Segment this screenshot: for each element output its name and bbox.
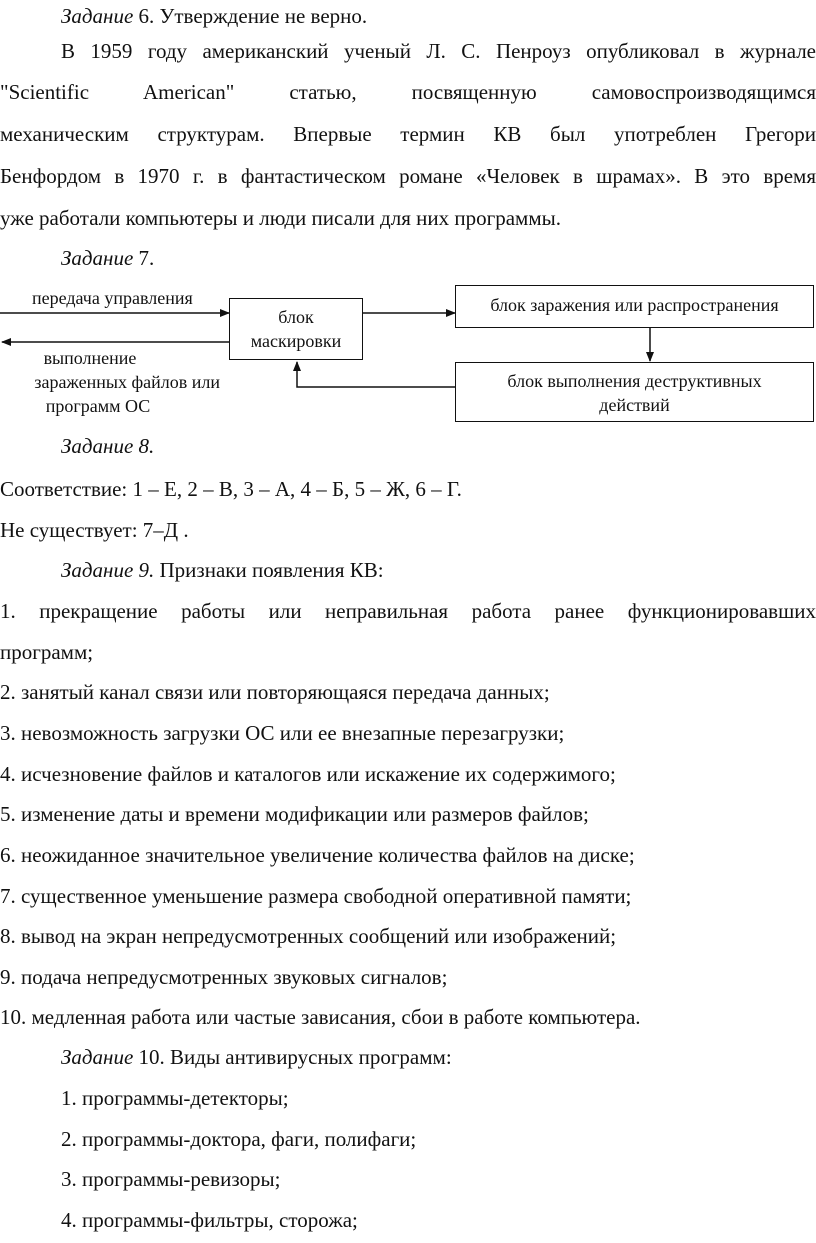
task9-list-item: 6. неожиданное значительное увеличение количества файлов на диске; [0,843,635,867]
task7-label: Задание [61,246,134,270]
task9-list-item: 1. прекращение работы или неправильная работа ранее функционировавших [0,599,816,623]
task9-heading [61,556,816,584]
task9-list-item: 5. изменение даты и времени модификации или размеров файлов; [0,802,589,826]
task10-label: Задание [61,1045,134,1069]
task7-number: 7. [138,246,155,270]
destruct-block-label: действий [599,395,670,415]
task8-match: Соответствие: 1 – Е, 2 – В, 3 – А, 4 – Б, 5 – Ж, 6 – Г. [0,477,462,501]
task9-list-item: 8. вывод на экран непредусмотренных сообщений или изображений; [0,924,617,948]
task6-paragraph-line: В 1959 году американский ученый Л. С. Пенроуз опубликовал в журнале [61,39,816,63]
task6-paragraph-line: механическим структурам. Впервые термин КВ был употреблен Грегори [0,122,816,146]
task10-list-item: 1. программы-детекторы; [61,1086,289,1110]
task9-list-item: 9. подача непредусмотренных звуковых сигналов; [0,965,448,989]
task9-list-item: 3. невозможность загрузки ОС или ее внезапные перезагрузки; [0,721,565,745]
mask-block [229,298,363,360]
task6-paragraph-line: "Scientific American" статью, посвященную самовоспроизводящимся [0,80,816,104]
task6-answer: Утверждение не верно. [159,4,368,28]
infect-block-label: блок заражения или распространения [490,295,779,315]
mask-block-label: блок [278,307,314,327]
task9-list-item: 7. существенное уменьшение размера свободной оперативной памяти; [0,884,632,908]
task6-number: 6. [138,4,155,28]
destruct-block-label: блок выполнения деструктивных [507,371,762,391]
task8-heading: Задание 8. [61,434,155,458]
task10-title: Виды антивирусных программ: [170,1045,452,1069]
task10-heading [61,1043,816,1071]
task10-number: 10. [138,1045,165,1069]
task9-list-item: программ; [0,640,94,664]
destruct-block [455,362,814,422]
task10-list-item: 3. программы-ревизоры; [61,1167,281,1191]
task6-paragraph-line: уже работали компьютеры и люди писали для них программы. [0,206,561,230]
input-label: передача управления [32,288,193,308]
mask-block-label: маскировки [250,331,342,351]
output-label-line: программ ОС [45,396,151,416]
task8-absent: Не существует: 7–Д . [0,518,189,542]
output-label-line: зараженных файлов или [34,372,220,392]
task9-list-item: 4. исчезновение файлов и каталогов или искажение их содержимого; [0,762,616,786]
task9-label: Задание 9. [61,558,155,582]
task9-title: Признаки появления КВ: [159,558,384,582]
task9-list-item: 10. медленная работа или частые зависания, сбои в работе компьютера. [0,1005,641,1029]
task10-list-item: 4. программы-фильтры, сторожа; [61,1208,358,1232]
arrow-destruct-to-mask [297,362,455,387]
task10-list-item: 2. программы-доктора, фаги, полифаги; [61,1127,417,1151]
infect-block [455,285,814,328]
output-label-line: выполнение [43,348,137,368]
task6-label: Задание [61,4,134,28]
task6-paragraph-line: Бенфордом в 1970 г. в фантастическом романе «Человек в шрамах». В это время [0,164,816,188]
task9-list-item: 2. занятый канал связи или повторяющаяся передача данных; [0,680,550,704]
